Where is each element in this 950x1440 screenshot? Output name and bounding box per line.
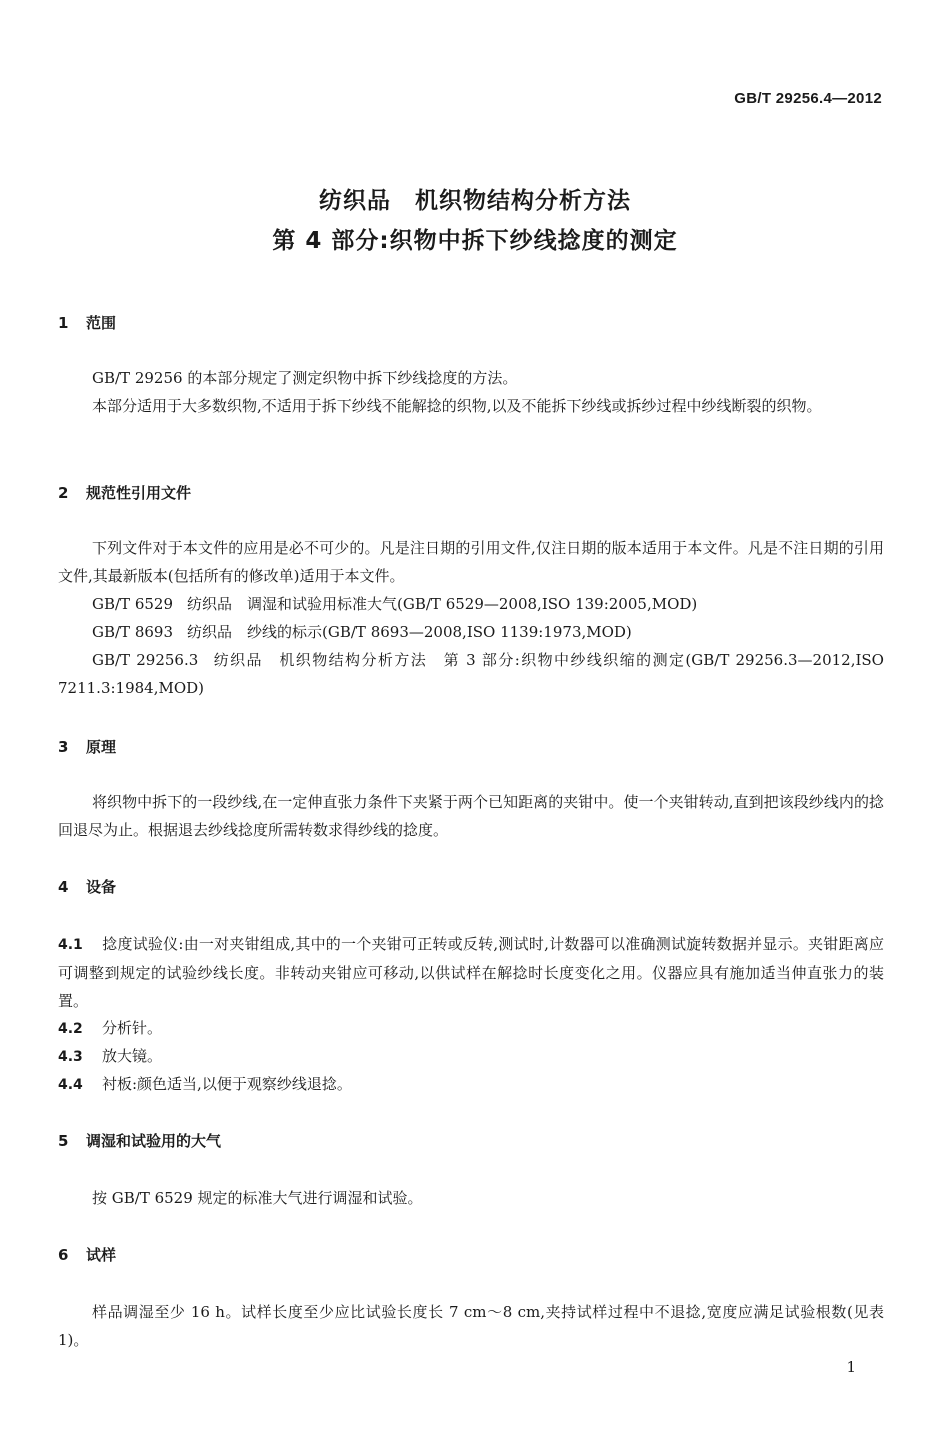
section-5-heading [58, 1130, 221, 1151]
subclause-number: 4.4 [58, 1077, 83, 1093]
section-3-paragraph: 将织物中拆下的一段纱线,在一定伸直张力条件下夹紧于两个已知距离的夹钳中。使一个夹钳转动,直到把该段纱线内的捻回退尽为止。根据退去纱线捻度所需转数求得纱线的捻度。 [58, 793, 884, 839]
subclause-4-2 [58, 1014, 884, 1043]
standard-code: GB/T 29256.4—2012 [734, 90, 882, 107]
section-2-intro: 下列文件对于本文件的应用是必不可少的。凡是注日期的引用文件,仅注日期的版本适用于本文件。凡是不注日期的引用文件,其最新版本(包括所有的修改单)适用于本文件。 [58, 539, 884, 585]
subclause-text: 衬板:颜色适当,以便于观察纱线退捻。 [102, 1075, 352, 1093]
section-title: 设备 [86, 878, 117, 896]
section-title: 规范性引用文件 [86, 484, 192, 502]
subclause-text: 分析针。 [102, 1019, 163, 1037]
section-number: 6 [58, 1246, 69, 1264]
section-title: 调湿和试验用的大气 [86, 1132, 222, 1150]
subclause-number: 4.2 [58, 1021, 83, 1037]
section-2-heading [58, 482, 191, 503]
section-1-paragraph-1: GB/T 29256 的本部分规定了测定织物中拆下纱线捻度的方法。 [92, 369, 518, 387]
section-6-heading [58, 1244, 116, 1265]
reference-code: GB/T 6529 [92, 595, 174, 613]
reference-item [58, 590, 884, 618]
section-6-paragraph: 样品调湿至少 16 h。试样长度至少应比试验长度长 7 cm～8 cm,夹持试样过程中不退捻,宽度应满足试验根数(见表 1)。 [58, 1303, 884, 1349]
document-title-line1: 纺织品 机织物结构分析方法 [319, 188, 631, 214]
section-number: 4 [58, 878, 69, 896]
subclause-number: 4.3 [58, 1049, 83, 1065]
section-number: 1 [58, 314, 69, 332]
subclause-4-1 [58, 930, 884, 1015]
section-number: 5 [58, 1132, 69, 1150]
subclause-text: 捻度试验仪:由一对夹钳组成,其中的一个夹钳可正转或反转,测试时,计数器可以准确测试旋转数据并显示。夹钳距离应可调整到规定的试验纱线长度。非转动夹钳应可移动,以供试样在解捻时长度变化之用。仪器应具有施加适当伸直张力的装置。 [58, 935, 884, 1010]
reference-text: 纺织品 机织物结构分析方法 第 3 部分:织物中纱线织缩的测定(GB/T 29256.3—2012,ISO 7211.3:1984,MOD) [58, 651, 884, 697]
section-5-paragraph: 按 GB/T 6529 规定的标准大气进行调湿和试验。 [92, 1189, 423, 1207]
document-title-line2: 第 4 部分:织物中拆下纱线捻度的测定 [272, 228, 678, 254]
section-title: 试样 [86, 1246, 117, 1264]
reference-text: 纺织品 纱线的标示(GB/T 8693—2008,ISO 1139:1973,MOD) [187, 623, 632, 641]
reference-item [58, 646, 884, 702]
page-number: 1 [846, 1358, 856, 1376]
subclause-4-4 [58, 1070, 884, 1099]
section-1-paragraph-2: 本部分适用于大多数织物,不适用于拆下纱线不能解捻的织物,以及不能拆下纱线或拆纱过程中纱线断裂的织物。 [92, 397, 822, 415]
subclause-text: 放大镜。 [102, 1047, 163, 1065]
section-3-heading [58, 736, 116, 757]
section-number: 3 [58, 738, 69, 756]
section-title: 范围 [86, 314, 117, 332]
reference-code: GB/T 8693 [92, 623, 174, 641]
section-number: 2 [58, 484, 69, 502]
subclause-number: 4.1 [58, 937, 83, 953]
subclause-4-3 [58, 1042, 884, 1071]
reference-text: 纺织品 调湿和试验用标准大气(GB/T 6529—2008,ISO 139:2005,MOD) [187, 595, 698, 613]
reference-item [58, 618, 884, 646]
section-1-heading [58, 312, 116, 333]
section-title: 原理 [86, 738, 117, 756]
reference-code: GB/T 29256.3 [92, 651, 199, 669]
section-4-heading [58, 876, 116, 897]
